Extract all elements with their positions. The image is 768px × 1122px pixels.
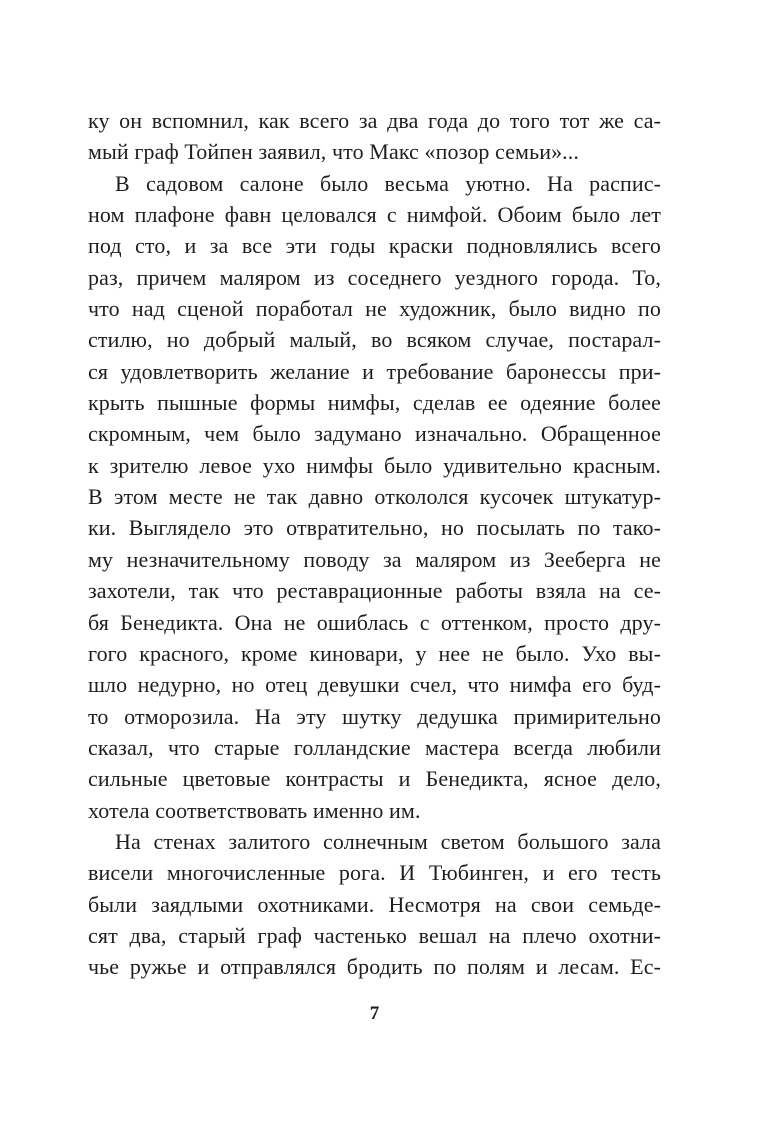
text-line: крыть пышные формы нимфы, сделав ее одеяние более (88, 390, 661, 416)
text-line: ки. Выглядело это отвратительно, но посылать по тако- (88, 515, 661, 541)
text-line: то отморозила. На эту шутку дедушка примирительно (88, 703, 661, 729)
text-line: ся удовлетворить желание и требование баронессы при- (88, 358, 661, 384)
text-line: были заядлыми охотниками. Несмотря на свои семьде- (88, 891, 661, 917)
text-block (88, 105, 661, 983)
text-line: му незначительному поводу за маляром из Зееберга не (88, 546, 661, 572)
text-line: сказал, что старые голландские мастера всегда любили (88, 734, 661, 760)
page-number: 7 (369, 1003, 380, 1024)
text-line: хотела соответствовать именно им. (88, 797, 421, 823)
text-line: чье ружье и отправлялся бродить по полям и лесам. Ес- (88, 954, 661, 980)
text-line: сильные цветовые контрасты и Бенедикта, ясное дело, (88, 766, 661, 792)
text-line: мый граф Тойпен заявил, что Макс «позор семьи»... (88, 139, 579, 165)
text-line: захотели, так что реставрационные работы взяла на се- (88, 578, 661, 604)
text-line: В этом месте не так давно откололся кусочек штукатур- (88, 484, 661, 510)
text-line: раз, причем маляром из соседнего уездного города. То, (88, 264, 661, 290)
text-line: что над сценой поработал не художник, было видно по (88, 296, 661, 322)
text-line: к зрителю левое ухо нимфы было удивительно красным. (88, 452, 661, 478)
text-line: скромным, чем было задумано изначально. Обращенное (88, 421, 661, 447)
text-line: На стенах залитого солнечным светом большого зала (115, 828, 661, 854)
text-line: сят два, старый граф частенько вешал на плечо охотни- (88, 922, 661, 948)
text-line: ку он вспомнил, как всего за два года до того тот же са- (88, 108, 661, 133)
text-line: стилю, но добрый малый, во всяком случае, постарал- (88, 327, 661, 353)
text-line: шло недурно, но отец девушки счел, что нимфа его буд- (88, 672, 661, 698)
text-line: ном плафоне фавн целовался с нимфой. Обоим было лет (88, 202, 661, 228)
text-line: висели многочисленные рога. И Тюбинген, и его тесть (88, 860, 661, 886)
text-line: бя Бенедикта. Она не ошиблась с оттенком, просто дру- (88, 609, 661, 635)
text-line: В садовом салоне было весьма уютно. На распис- (115, 170, 661, 196)
text-line: под сто, и за все эти годы краски подновлялись всего (88, 233, 661, 259)
text-line: гого красного, кроме киновари, у нее не было. Ухо вы- (88, 640, 661, 666)
